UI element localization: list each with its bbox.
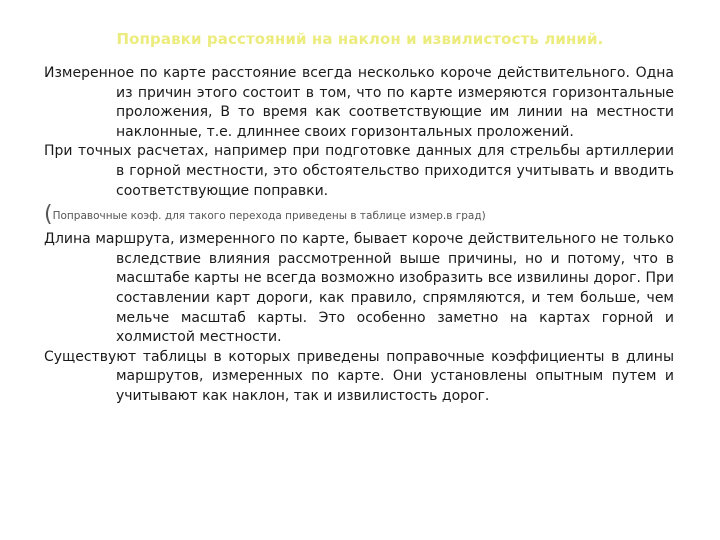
paragraph-measured-distance: Измеренное по карте расстояние всегда несколько короче действительного. Одна из причин этого состоит в том, что по карте измеряются горизонтальные проложения, В то время как соответствующие им линии на местности наклонные, т.е. длиннее своих горизонтальных проложений. xyxy=(44,65,674,140)
correction-note xyxy=(44,202,674,228)
slide-body xyxy=(44,64,674,407)
slide-title: Поправки расстояний на наклон и извилистость линий. xyxy=(116,30,604,48)
note-text: Поправочные коэф. для такого перехода приведены в таблице измер.в град) xyxy=(52,210,486,223)
paragraph-precise-calculations: При точных расчетах, например при подготовке данных для стрельбы артиллерии в горной местности, это обстоятельство приходится учитывать и вводить соответствующие поправки. xyxy=(44,143,674,199)
note-open-paren: ( xyxy=(44,202,53,228)
paragraph-route-length: Длина маршрута, измеренного по карте, бывает короче действительного не только вследствие влияния рассмотренной выше причины, но и потому, что в масштабе карты не всегда возможно изобразить все извилины дорог. При составлении карт дороги, как правило, спрямляются, и тем больше, чем мельче масштаб карты. Это особенно заметно на картах горной и холмистой местности. xyxy=(44,231,674,346)
paragraph-correction-tables: Существуют таблицы в которых приведены поправочные коэффициенты в длины маршрутов, измеренных по карте. Они установлены опытным путем и учитывают как наклон, так и извилистость дорог. xyxy=(44,348,674,404)
